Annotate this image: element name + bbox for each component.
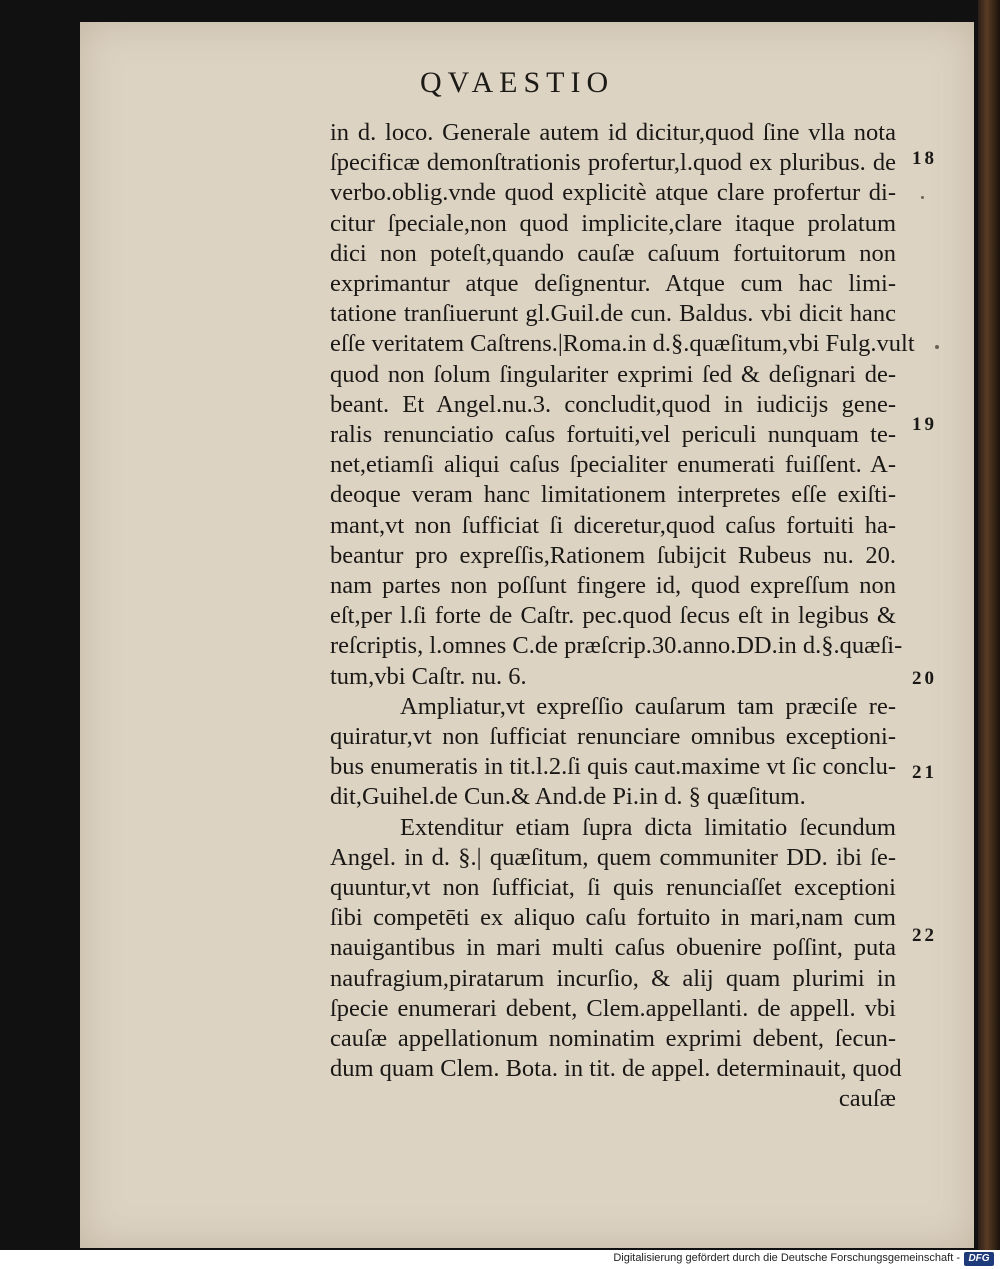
text-line: deoque veram hanc limitationem interpretes eſſe exiſti-	[330, 481, 896, 509]
text-line: dum quam Clem. Bota. in tit. de appel. determinauit, quod	[330, 1055, 902, 1083]
margin-number-19: 19	[912, 414, 937, 435]
text-line: dit,Guihel.de Cun.& And.de Pi.in d. § quæſitum.	[330, 783, 806, 811]
book-spine-edge	[978, 0, 1000, 1250]
text-line: exprimantur atque deſignentur. Atque cum hac limi-	[330, 270, 896, 297]
margin-number-18: 18	[912, 148, 937, 169]
footer-credit: Digitalisierung gefördert durch die Deutsche Forschungsgemeinschaft -	[613, 1252, 960, 1264]
text-line: net,etiamſi aliqui caſus ſpecialiter enumerati fuiſſent. A-	[330, 451, 896, 479]
dfg-logo-icon: DFG	[964, 1252, 994, 1266]
text-line: naufragium,piratarum incurſio, & alij quam plurimi in	[330, 964, 896, 992]
text-line: cauſæ appellationum nominatim exprimi debent, ſecun-	[330, 1025, 896, 1052]
text-line: dici non poteſt,quando cauſæ caſuum fortuitorum non	[330, 239, 896, 267]
text-line: verbo.oblig.vnde quod explicitè atque clare profertur di-	[330, 179, 896, 207]
ink-speck	[935, 345, 939, 349]
text-line: reſcriptis, l.omnes C.de præſcrip.30.anno.DD.in d.§.quæſi-	[330, 632, 903, 660]
text-line: citur ſpeciale,non quod implicite,clare itaque prolatum	[330, 209, 896, 237]
text-line: Ampliatur,vt expreſſio cauſarum tam præciſe re-	[400, 692, 896, 720]
margin-number-20: 20	[912, 668, 937, 689]
text-line: beantur pro expreſſis,Rationem ſubijcit Rubeus nu. 20.	[330, 541, 896, 569]
text-line: quiratur,vt non ſufficiat renunciare omnibus exceptioni-	[330, 723, 896, 750]
footer-bar	[0, 1250, 1000, 1269]
text-line: tatione tranſiuerunt gl.Guil.de cun. Baldus. vbi dicit hanc	[330, 300, 896, 328]
text-line: ſibi competēti ex aliquo caſu fortuito in mari,nam cum	[330, 904, 896, 932]
margin-number-22: 22	[912, 925, 937, 946]
text-line: nauigantibus in mari multi caſus obuenire poſſint, puta	[330, 934, 896, 962]
margin-number-21: 21	[912, 762, 937, 783]
running-head: QVAESTIO	[420, 66, 615, 99]
text-line: mant,vt non ſufficiat ſi diceretur,quod caſus fortuiti ha-	[330, 511, 896, 539]
text-line: cauſæ	[838, 1085, 896, 1113]
text-line: quuntur,vt non ſufficiat, ſi quis renunciaſſet exceptioni	[330, 874, 896, 901]
text-line: in d. loco. Generale autem id dicitur,quod ſine vlla nota	[330, 119, 896, 146]
text-line: ſpecie enumerari debent, Clem.appellanti. de appell. vbi	[330, 994, 896, 1022]
text-line: Angel. in d. §.| quæſitum, quem communiter DD. ibi ſe-	[330, 843, 896, 871]
text-line: eſſe veritatem Caſtrens.|Roma.in d.§.quæſitum,vbi Fulg.vult	[330, 330, 915, 358]
text-line: nam partes non poſſunt fingere id, quod expreſſum non	[330, 572, 896, 599]
ink-speck	[921, 196, 924, 199]
text-line: Extenditur etiam ſupra dicta limitatio ſecundum	[400, 813, 896, 841]
text-line: ralis renunciatio caſus fortuiti,vel periculi nunquam te-	[330, 421, 896, 448]
text-line: bus enumeratis in tit.l.2.ſi quis caut.maxime vt ſic conclu-	[330, 753, 896, 781]
text-line: quod non ſolum ſingulariter exprimi ſed & deſignari de-	[330, 360, 896, 388]
text-line: eſt,per l.ſi forte de Caſtr. pec.quod ſecus eſt in legibus &	[330, 602, 896, 630]
text-line: beant. Et Angel.nu.3. concludit,quod in iudicijs gene-	[330, 390, 896, 418]
text-line: tum,vbi Caſtr. nu. 6.	[330, 662, 527, 690]
text-line: ſpecificæ demonſtrationis profertur,l.quod ex pluribus. de	[330, 149, 896, 177]
